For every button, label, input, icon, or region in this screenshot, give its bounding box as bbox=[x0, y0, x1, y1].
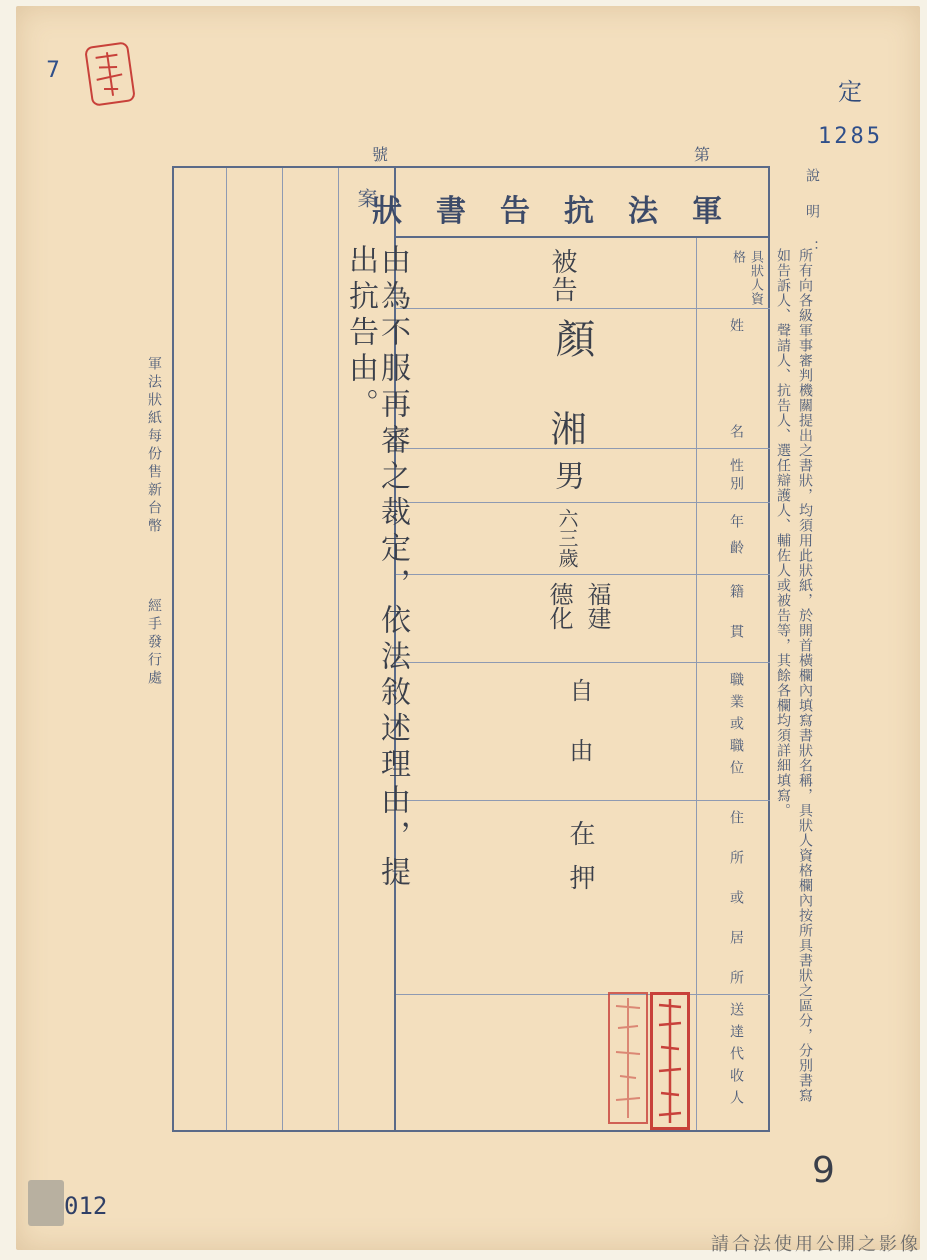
archive-icon bbox=[28, 1180, 64, 1226]
field-value-native-place: 福建德化 bbox=[545, 582, 611, 630]
bottom-right-number: 9 bbox=[812, 1150, 835, 1191]
case-reason: 由為不服再審之裁定，依法敘述理由，提出抗告由。 bbox=[343, 244, 410, 892]
case-label: 案 bbox=[354, 188, 378, 208]
field-label-qualification: 具狀人資格 bbox=[730, 250, 763, 306]
instructions-text: 所有向各級軍事審判機關提出之書狀，均須用此狀紙，於開首橫欄內填寫書狀名稱，具狀人資格欄內按所具書狀之區分，分別書寫如告訴人、聲請人、抗告人、選任辯護人、輔佐人或被告等，其餘各欄均須詳細填寫。 bbox=[775, 248, 813, 1103]
field-label-age: 年齡 bbox=[728, 514, 744, 566]
field-value-sex: 男 bbox=[549, 460, 584, 490]
field-value-occupation: 自由 bbox=[565, 678, 593, 798]
top-right-char: 定 bbox=[838, 78, 862, 106]
red-seal-top bbox=[84, 41, 136, 107]
form-title: 軍法抗告書狀 bbox=[372, 194, 756, 229]
number-label: 號 bbox=[372, 145, 389, 164]
row-line bbox=[396, 662, 770, 663]
row-line bbox=[396, 994, 770, 995]
price-note: 軍法狀紙每份售新台幣 bbox=[146, 356, 162, 536]
field-label-native-place: 籍貫 bbox=[728, 584, 744, 664]
row-line bbox=[396, 800, 770, 801]
row-line bbox=[396, 574, 770, 575]
field-label-agent: 送達代收人 bbox=[728, 1002, 744, 1112]
column-line bbox=[226, 168, 227, 1130]
instructions-head: 說明： bbox=[804, 168, 820, 276]
label-column-line bbox=[696, 238, 697, 1130]
field-value-qualification: 被告 bbox=[547, 248, 577, 304]
row-line bbox=[396, 308, 770, 309]
row-line bbox=[396, 448, 770, 449]
page-number-left: 7 bbox=[46, 58, 60, 83]
column-line bbox=[282, 168, 283, 1130]
field-label-given-name: 名 bbox=[728, 424, 744, 438]
row-line bbox=[396, 502, 770, 503]
field-label-occupation: 職業或職位 bbox=[728, 672, 744, 782]
field-value-given-name: 湘 bbox=[545, 410, 586, 446]
title-divider bbox=[394, 236, 770, 238]
column-line bbox=[338, 168, 339, 1130]
field-label-sex: 性別 bbox=[728, 458, 744, 494]
issuer-note: 經手發行處 bbox=[146, 598, 162, 688]
field-value-age: 六三歲 bbox=[555, 508, 579, 568]
di-label: 第 bbox=[694, 145, 711, 164]
field-label-surname: 姓 bbox=[728, 318, 744, 332]
form-frame bbox=[172, 166, 770, 1132]
red-stamp-2 bbox=[650, 992, 690, 1130]
field-value-surname: 顏 bbox=[549, 318, 595, 358]
field-label-residence: 住所或居所 bbox=[728, 810, 744, 1010]
field-value-residence: 在押 bbox=[565, 820, 595, 908]
watermark: 請合法使用公開之影像 bbox=[711, 1234, 921, 1255]
red-stamp-1 bbox=[608, 992, 648, 1124]
archive-number: 012 bbox=[64, 1192, 108, 1220]
page-number-right: 1285 bbox=[818, 124, 883, 149]
